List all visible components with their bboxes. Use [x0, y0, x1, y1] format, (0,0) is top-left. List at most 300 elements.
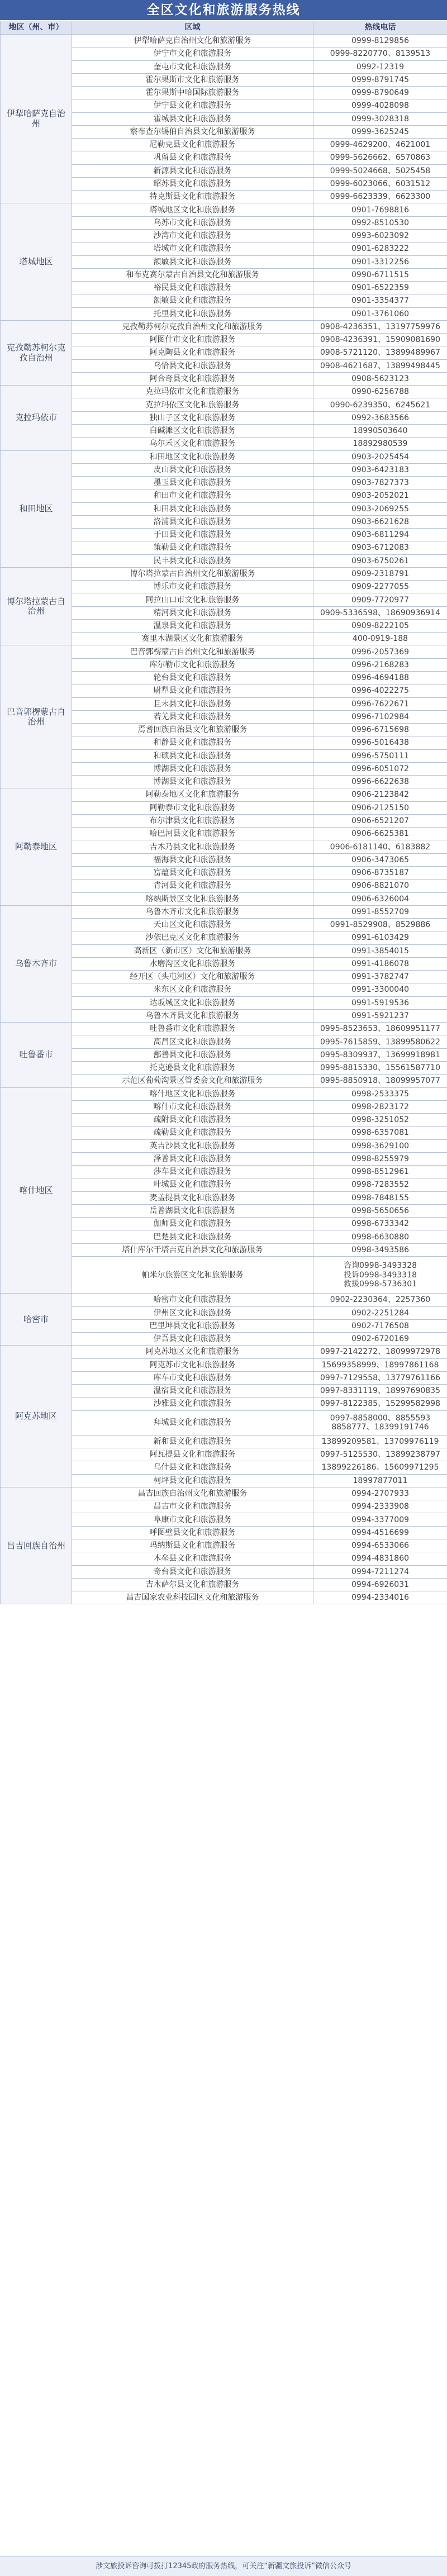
- region-cell: 伊犁哈萨克自治州: [1, 35, 72, 203]
- phone-line: 13899226186、15609971295: [316, 1463, 445, 1472]
- phone-line: 0906-6181140、6183882: [316, 843, 445, 852]
- phone-cell: [313, 47, 447, 60]
- area-cell: 拜城县文化和旅游服务: [72, 1410, 313, 1435]
- table-row: [1, 320, 447, 333]
- area-cell: 新和县文化和旅游服务: [72, 1435, 313, 1448]
- phone-cell: [313, 619, 447, 632]
- phone-cell: [313, 1526, 447, 1539]
- phone-line: 0906-3473065: [316, 856, 445, 864]
- phone-line: 0997-8858000、8855593: [316, 1414, 445, 1423]
- phone-cell: [313, 1178, 447, 1191]
- phone-line: 0902-2251284: [316, 1309, 445, 1318]
- phone-cell: [313, 1294, 447, 1306]
- phone-line: 0993-6023092: [316, 231, 445, 240]
- phone-cell: [313, 1218, 447, 1230]
- region-cell: 巴音郭楞蒙古自治州: [1, 645, 72, 788]
- phone-cell: [313, 191, 447, 203]
- table-row: [1, 386, 447, 398]
- area-cell: 叶城县文化和旅游服务: [72, 1178, 313, 1191]
- area-cell: 水磨沟区文化和旅游服务: [72, 957, 313, 970]
- area-cell: 洛浦县文化和旅游服务: [72, 515, 313, 528]
- phone-cell: [313, 645, 447, 658]
- phone-line: 0906-8735187: [316, 868, 445, 877]
- phone-cell: [313, 1578, 447, 1591]
- area-cell: 库尔勒市文化和旅游服务: [72, 658, 313, 671]
- phone-cell: [313, 1513, 447, 1526]
- area-cell: 且末县文化和旅游服务: [72, 697, 313, 710]
- area-cell: 疏勒县文化和旅游服务: [72, 1127, 313, 1139]
- phone-cell: [313, 801, 447, 814]
- area-cell: 阿图什市文化和旅游服务: [72, 334, 313, 346]
- area-cell: 克拉玛依市文化和旅游服务: [72, 386, 313, 398]
- phone-line: 0999-6623339、6623300: [316, 192, 445, 201]
- area-cell: 轮台县文化和旅游服务: [72, 672, 313, 685]
- area-cell: 经开区（头屯河区）文化和旅游服务: [72, 971, 313, 983]
- phone-cell: [313, 1127, 447, 1139]
- phone-line: 0991-6103429: [316, 933, 445, 942]
- area-cell: 塔城市文化和旅游服务: [72, 243, 313, 255]
- region-cell: 吐鲁番市: [1, 1023, 72, 1087]
- area-cell: 阿瓦提县文化和旅游服务: [72, 1448, 313, 1461]
- region-cell: 博尔塔拉蒙古自治州: [1, 567, 72, 645]
- phone-line: 0906-2125150: [316, 804, 445, 812]
- phone-line: 0991-8552709: [316, 907, 445, 916]
- area-cell: 伊州区文化和旅游服务: [72, 1306, 313, 1319]
- phone-line: 0992-12319: [316, 63, 445, 72]
- phone-line: 0996-5750111: [316, 752, 445, 761]
- phone-line: 0996-6715698: [316, 725, 445, 734]
- area-cell: 赛里木湖景区文化和旅游服务: [72, 633, 313, 645]
- area-cell: 乌尔禾区文化和旅游服务: [72, 438, 313, 450]
- area-cell: 富蕴县文化和旅游服务: [72, 867, 313, 880]
- phone-line: 0901-7698816: [316, 206, 445, 215]
- phone-line: 0996-6622638: [316, 777, 445, 786]
- phone-line: 18892980539: [316, 439, 445, 448]
- area-cell: 尼勒克县文化和旅游服务: [72, 139, 313, 151]
- phone-cell: [313, 502, 447, 515]
- phone-cell: [313, 633, 447, 645]
- phone-line: 0994-4516699: [316, 1528, 445, 1537]
- area-cell: 喀什市文化和旅游服务: [72, 1100, 313, 1113]
- phone-line: 0995-7615859、13899580622: [316, 1038, 445, 1047]
- phone-cell: [313, 776, 447, 788]
- area-cell: 乌苏市文化和旅游服务: [72, 216, 313, 229]
- phone-cell: [313, 983, 447, 996]
- phone-line: 0903-6750261: [316, 557, 445, 565]
- phone-cell: [313, 1023, 447, 1035]
- phone-line: 0998-7848155: [316, 1194, 445, 1203]
- phone-cell: [313, 749, 447, 762]
- phone-line: 0995-8815330、15561587710: [316, 1063, 445, 1072]
- phone-line: 0997-2142272、18099972978: [316, 1347, 445, 1356]
- area-cell: 伊吾县文化和旅游服务: [72, 1333, 313, 1346]
- phone-cell: [313, 1346, 447, 1358]
- phone-line: 8858777、18399191746: [316, 1423, 445, 1432]
- phone-cell: [313, 762, 447, 775]
- area-cell: 吐鲁番市文化和旅游服务: [72, 1023, 313, 1035]
- area-cell: 示范区葡萄沟景区管委会文化和旅游服务: [72, 1075, 313, 1087]
- phone-line: 0908-4236391、15909081690: [316, 335, 445, 344]
- area-cell: 克拉玛依区文化和旅游服务: [72, 398, 313, 411]
- area-cell: 鄯善县文化和旅游服务: [72, 1048, 313, 1061]
- region-cell: 哈密市: [1, 1294, 72, 1346]
- phone-line: 0996-2057369: [316, 648, 445, 657]
- area-cell: 特克斯县文化和旅游服务: [72, 191, 313, 203]
- region-cell: 昌吉回族自治州: [1, 1487, 72, 1604]
- phone-line: 0906-8821070: [316, 881, 445, 890]
- phone-cell: [313, 1048, 447, 1061]
- area-cell: 托里县文化和旅游服务: [72, 307, 313, 320]
- phone-cell: [313, 1410, 447, 1435]
- table-header-row: [1, 21, 447, 35]
- area-cell: 阿克苏市文化和旅游服务: [72, 1358, 313, 1371]
- table-row: [1, 788, 447, 801]
- phone-cell: [313, 1061, 447, 1074]
- phone-cell: [313, 957, 447, 970]
- phone-cell: [313, 1333, 447, 1346]
- phone-cell: [313, 931, 447, 944]
- phone-line: 0995-8850918、18099957077: [316, 1076, 445, 1085]
- phone-cell: [313, 672, 447, 685]
- phone-cell: [313, 697, 447, 710]
- area-cell: 呼图壁县文化和旅游服务: [72, 1526, 313, 1539]
- area-cell: 伊宁县文化和旅游服务: [72, 99, 313, 112]
- area-cell: 喀纳斯景区文化和旅游服务: [72, 892, 313, 905]
- phone-line: 咨询0998-3493328: [316, 1261, 445, 1270]
- phone-cell: [313, 463, 447, 476]
- table-row: [1, 35, 447, 47]
- phone-cell: [313, 73, 447, 86]
- phone-line: 0999-8220770、8139513: [316, 49, 445, 58]
- phone-line: 0991-5919536: [316, 999, 445, 1007]
- phone-line: 0999-3028318: [316, 115, 445, 123]
- phone-line: 0992-3683566: [316, 414, 445, 422]
- table-row: [1, 645, 447, 658]
- phone-cell: [313, 944, 447, 957]
- phone-line: 0909-8222105: [316, 621, 445, 630]
- area-cell: 乌鲁木齐县文化和旅游服务: [72, 1009, 313, 1022]
- phone-line: 0909-2277055: [316, 582, 445, 591]
- phone-line: 0997-7129558、13779761166: [316, 1373, 445, 1382]
- phone-cell: [313, 35, 447, 47]
- phone-cell: [313, 125, 447, 138]
- phone-cell: [313, 1398, 447, 1410]
- phone-cell: [313, 112, 447, 125]
- area-cell: 莎车县文化和旅游服务: [72, 1166, 313, 1178]
- phone-line: 0901-3312256: [316, 258, 445, 267]
- phone-cell: [313, 450, 447, 463]
- phone-cell: [313, 1087, 447, 1100]
- phone-line: 0999-3625245: [316, 127, 445, 136]
- area-cell: 博尔塔拉蒙古自治州文化和旅游服务: [72, 567, 313, 580]
- phone-cell: [313, 905, 447, 918]
- phone-cell: [313, 1552, 447, 1565]
- phone-cell: [313, 606, 447, 619]
- phone-line: 0999-8129856: [316, 36, 445, 45]
- phone-cell: [313, 880, 447, 892]
- area-cell: 阿拉山口市文化和旅游服务: [72, 593, 313, 606]
- phone-line: 0991-4186078: [316, 959, 445, 968]
- area-cell: 阿勒泰市文化和旅游服务: [72, 801, 313, 814]
- phone-cell: [313, 1500, 447, 1513]
- area-cell: 哈密市文化和旅游服务: [72, 1294, 313, 1306]
- area-cell: 达坂城区文化和旅游服务: [72, 996, 313, 1009]
- area-cell: 福海县文化和旅游服务: [72, 853, 313, 866]
- phone-line: 15699358999、18997861168: [316, 1361, 445, 1370]
- phone-cell: [313, 359, 447, 372]
- phone-line: 0906-2123842: [316, 790, 445, 799]
- phone-line: 0999-8790649: [316, 88, 445, 97]
- phone-cell: [313, 1114, 447, 1127]
- area-cell: 吉木乃县文化和旅游服务: [72, 840, 313, 853]
- area-cell: 阿克苏地区文化和旅游服务: [72, 1346, 313, 1358]
- phone-cell: [313, 1385, 447, 1398]
- phone-line: 救援0998-5736301: [316, 1280, 445, 1289]
- phone-cell: [313, 1371, 447, 1384]
- phone-line: 0996-4694188: [316, 673, 445, 682]
- phone-cell: [313, 1075, 447, 1087]
- phone-line: 0909-5336598、18690936914: [316, 609, 445, 617]
- area-cell: 和硕县文化和旅游服务: [72, 749, 313, 762]
- phone-cell: [313, 477, 447, 489]
- phone-cell: [313, 710, 447, 723]
- table-row: [1, 1023, 447, 1035]
- area-cell: 伊犁哈萨克自治州文化和旅游服务: [72, 35, 313, 47]
- area-cell: 塔城地区文化和旅游服务: [72, 203, 313, 216]
- area-cell: 和田市文化和旅游服务: [72, 489, 313, 502]
- phone-line: 0990-6711515: [316, 270, 445, 279]
- phone-line: 0997-8331119、18997690835: [316, 1386, 445, 1395]
- phone-line: 13899209581、13709976119: [316, 1437, 445, 1446]
- phone-cell: [313, 1306, 447, 1319]
- area-cell: 麦盖提县文化和旅游服务: [72, 1191, 313, 1204]
- phone-line: 0903-6621628: [316, 517, 445, 526]
- phone-line: 0908-4236351、13197759976: [316, 322, 445, 331]
- area-cell: 昌吉市文化和旅游服务: [72, 1500, 313, 1513]
- phone-line: 0902-7176508: [316, 1322, 445, 1330]
- phone-line: 0908-4621687、13899498445: [316, 362, 445, 370]
- phone-cell: [313, 1166, 447, 1178]
- area-cell: 裕民县文化和旅游服务: [72, 282, 313, 294]
- phone-line: 0994-2334016: [316, 1593, 445, 1602]
- region-cell: 乌鲁木齐市: [1, 905, 72, 1022]
- phone-cell: [313, 541, 447, 554]
- area-cell: 高新区（新市区）文化和旅游服务: [72, 944, 313, 957]
- phone-line: 0998-2823172: [316, 1102, 445, 1111]
- hotline-table: [0, 21, 447, 1604]
- phone-line: 0994-6533066: [316, 1541, 445, 1550]
- area-cell: 沙依巴克区文化和旅游服务: [72, 931, 313, 944]
- area-cell: 焉耆回族自治县文化和旅游服务: [72, 724, 313, 736]
- phone-cell: [313, 411, 447, 424]
- phone-cell: [313, 1230, 447, 1243]
- area-cell: 博湖县文化和旅游服务: [72, 762, 313, 775]
- table-row: [1, 203, 447, 216]
- area-cell: 英吉沙县文化和旅游服务: [72, 1139, 313, 1152]
- phone-line: 0996-2168283: [316, 660, 445, 669]
- area-cell: 布尔津县文化和旅游服务: [72, 814, 313, 827]
- area-cell: 米东区文化和旅游服务: [72, 983, 313, 996]
- area-cell: 乌鲁木齐市文化和旅游服务: [72, 905, 313, 918]
- phone-cell: [313, 1009, 447, 1022]
- phone-line: 0991-3782747: [316, 972, 445, 981]
- phone-cell: [313, 1152, 447, 1165]
- area-cell: 博乐市文化和旅游服务: [72, 581, 313, 593]
- phone-line: 0999-6023066、6031512: [316, 179, 445, 188]
- phone-line: 0998-6733342: [316, 1219, 445, 1228]
- phone-cell: [313, 1035, 447, 1048]
- phone-line: 0994-2707933: [316, 1489, 445, 1498]
- phone-cell: [313, 593, 447, 606]
- area-cell: 民丰县文化和旅游服务: [72, 554, 313, 567]
- phone-line: 0998-2533375: [316, 1090, 445, 1099]
- area-cell: 喀什地区文化和旅游服务: [72, 1087, 313, 1100]
- phone-line: 0906-6625381: [316, 829, 445, 838]
- phone-line: 0903-6423183: [316, 465, 445, 474]
- phone-cell: [313, 828, 447, 840]
- phone-cell: [313, 229, 447, 242]
- area-cell: 察布查尔锡伯自治县文化和旅游服务: [72, 125, 313, 138]
- region-cell: 和田地区: [1, 450, 72, 567]
- table-row: [1, 1487, 447, 1500]
- phone-cell: [313, 294, 447, 307]
- header-phone: 热线电话: [313, 21, 447, 35]
- phone-line: 0997-8122385、15299582998: [316, 1399, 445, 1408]
- area-cell: 昭苏县文化和旅游服务: [72, 177, 313, 190]
- phone-cell: [313, 99, 447, 112]
- phone-line: 0991-3300040: [316, 985, 445, 994]
- area-cell: 阿合奇县文化和旅游服务: [72, 372, 313, 385]
- phone-cell: [313, 919, 447, 931]
- area-cell: 哈巴河县文化和旅游服务: [72, 828, 313, 840]
- header-area: 区域: [72, 21, 313, 35]
- area-cell: 巩留县文化和旅游服务: [72, 151, 313, 164]
- area-cell: 白碱滩区文化和旅游服务: [72, 424, 313, 437]
- area-cell: 克孜勒苏柯尔克孜自治州文化和旅游服务: [72, 320, 313, 333]
- phone-line: 0998-7283552: [316, 1180, 445, 1189]
- phone-line: 0995-8309937、13699918981: [316, 1051, 445, 1059]
- phone-cell: [313, 1319, 447, 1332]
- phone-cell: [313, 255, 447, 268]
- phone-line: 400-0919-188: [316, 634, 445, 643]
- phone-line: 0998-8255979: [316, 1154, 445, 1163]
- phone-cell: [313, 87, 447, 99]
- phone-line: 0903-7827373: [316, 478, 445, 487]
- phone-cell: [313, 971, 447, 983]
- area-cell: 额敏县文化和旅游服务: [72, 255, 313, 268]
- phone-line: 0999-5024668、5025458: [316, 167, 445, 175]
- phone-line: 0998-5650656: [316, 1206, 445, 1215]
- phone-cell: [313, 438, 447, 450]
- phone-cell: [313, 867, 447, 880]
- area-cell: 岳普湖县文化和旅游服务: [72, 1204, 313, 1217]
- phone-line: 0994-4831860: [316, 1554, 445, 1563]
- phone-cell: [313, 1461, 447, 1474]
- area-cell: 乌什县文化和旅游服务: [72, 1461, 313, 1474]
- phone-line: 0996-7102984: [316, 712, 445, 721]
- phone-line: 0991-8529908、8529886: [316, 920, 445, 929]
- phone-cell: [313, 658, 447, 671]
- phone-cell: [313, 892, 447, 905]
- phone-line: 0903-2069255: [316, 505, 445, 514]
- phone-cell: [313, 554, 447, 567]
- area-cell: 泽普县文化和旅游服务: [72, 1152, 313, 1165]
- phone-cell: [313, 489, 447, 502]
- header-region: 地区（州、市）: [1, 21, 72, 35]
- area-cell: 温泉县文化和旅游服务: [72, 619, 313, 632]
- area-cell: 额敏县文化和旅游服务: [72, 294, 313, 307]
- phone-cell: [313, 515, 447, 528]
- phone-line: 0901-3354377: [316, 296, 445, 305]
- table-row: [1, 1294, 447, 1306]
- region-cell: 喀什地区: [1, 1087, 72, 1294]
- phone-line: 0999-8791745: [316, 75, 445, 84]
- phone-line: 0991-5921237: [316, 1011, 445, 1020]
- phone-cell: [313, 398, 447, 411]
- phone-line: 0998-3251052: [316, 1115, 445, 1124]
- phone-line: 18990503640: [316, 426, 445, 435]
- phone-line: 0902-6720169: [316, 1334, 445, 1343]
- phone-line: 0903-6811294: [316, 530, 445, 539]
- phone-cell: [313, 307, 447, 320]
- table-row: [1, 1346, 447, 1358]
- phone-cell: [313, 151, 447, 164]
- phone-cell: [313, 1256, 447, 1293]
- phone-line: 0999-4028098: [316, 101, 445, 110]
- phone-line: 0906-6326004: [316, 895, 445, 904]
- phone-line: 0903-2052021: [316, 491, 445, 500]
- area-cell: 皮山县文化和旅游服务: [72, 463, 313, 476]
- phone-line: 0901-6283222: [316, 244, 445, 253]
- area-cell: 托克逊县文化和旅游服务: [72, 1061, 313, 1074]
- area-cell: 奇台县文化和旅游服务: [72, 1565, 313, 1578]
- phone-line: 0998-3493586: [316, 1246, 445, 1254]
- phone-line: 0998-6357081: [316, 1128, 445, 1137]
- area-cell: 阿克陶县文化和旅游服务: [72, 346, 313, 359]
- area-cell: 昌吉回族自治州文化和旅游服务: [72, 1487, 313, 1500]
- area-cell: 霍尔果斯中哈国际旅游服务: [72, 87, 313, 99]
- phone-cell: [313, 1487, 447, 1500]
- area-cell: 精河县文化和旅游服务: [72, 606, 313, 619]
- phone-cell: [313, 424, 447, 437]
- area-cell: 吉木萨尔县文化和旅游服务: [72, 1578, 313, 1591]
- area-cell: 高昌区文化和旅游服务: [72, 1035, 313, 1048]
- phone-cell: [313, 529, 447, 541]
- area-cell: 帕米尔旅游区文化和旅游服务: [72, 1256, 313, 1293]
- area-cell: 墨玉县文化和旅游服务: [72, 477, 313, 489]
- phone-line: 18997877011: [316, 1476, 445, 1485]
- phone-cell: [313, 60, 447, 73]
- phone-cell: [313, 334, 447, 346]
- area-cell: 伽师县文化和旅游服务: [72, 1218, 313, 1230]
- area-cell: 和布克赛尔蒙古自治县文化和旅游服务: [72, 268, 313, 281]
- phone-cell: [313, 1565, 447, 1578]
- area-cell: 塔什库尔干塔吉克自治县文化和旅游服务: [72, 1243, 313, 1256]
- area-cell: 独山子区文化和旅游服务: [72, 411, 313, 424]
- phone-cell: [313, 346, 447, 359]
- area-cell: 奎屯市文化和旅游服务: [72, 60, 313, 73]
- table-row: [1, 905, 447, 918]
- phone-line: 投诉0998-3493318: [316, 1271, 445, 1280]
- phone-line: 0909-7720977: [316, 596, 445, 605]
- area-cell: 伊宁市文化和旅游服务: [72, 47, 313, 60]
- area-cell: 于田县文化和旅游服务: [72, 529, 313, 541]
- area-cell: 策勒县文化和旅游服务: [72, 541, 313, 554]
- phone-line: 0901-6522359: [316, 283, 445, 292]
- phone-line: 0902-2230364、2257360: [316, 1295, 445, 1304]
- phone-line: 0999-5626662、6570863: [316, 153, 445, 162]
- region-cell: 阿勒泰地区: [1, 788, 72, 905]
